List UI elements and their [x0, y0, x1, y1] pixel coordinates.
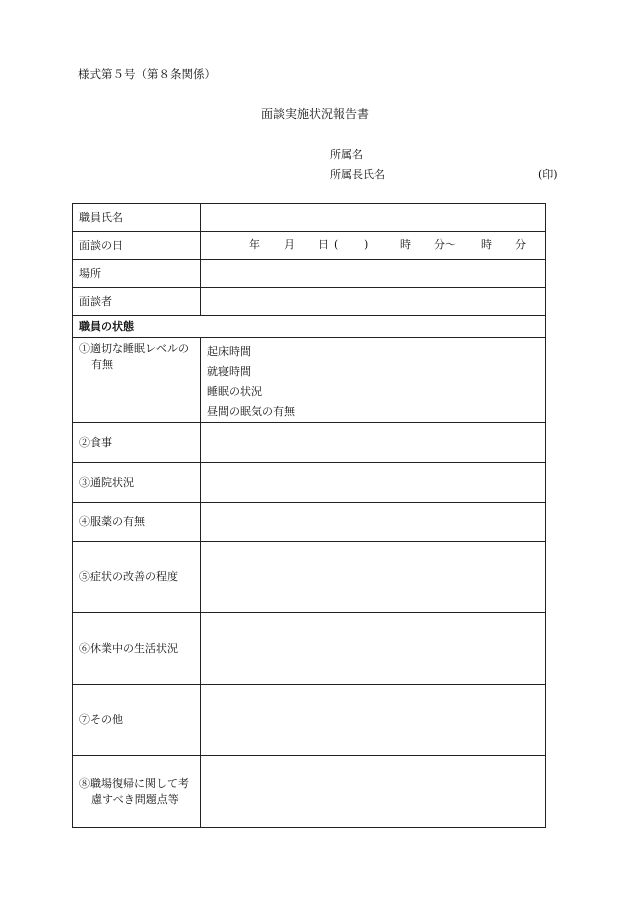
- symptom-improvement-field[interactable]: [201, 542, 546, 613]
- date-day: 日: [318, 238, 329, 251]
- employee-name-field[interactable]: [201, 204, 546, 232]
- affiliation-label: 所属名: [330, 148, 363, 161]
- form-number: 様式第５号（第８条関係）: [78, 67, 216, 81]
- interview-date-field[interactable]: [201, 232, 546, 260]
- medication-field[interactable]: [201, 503, 546, 542]
- time-start-hour: 時: [400, 238, 411, 251]
- sleep-condition-item: 睡眠の状況: [207, 385, 262, 398]
- sleep-level-label-line2: 有無: [91, 358, 113, 371]
- sleep-level-field[interactable]: [201, 338, 546, 423]
- date-month: 月: [284, 238, 295, 251]
- meals-field[interactable]: [201, 423, 546, 463]
- hospital-visits-field[interactable]: [201, 463, 546, 503]
- document-title: 面談実施状況報告書: [260, 107, 369, 121]
- interview-date-label: 面談の日: [73, 232, 201, 260]
- table-row: [73, 503, 546, 542]
- medication-label: ④服薬の有無: [73, 503, 201, 542]
- interviewer-label: 面談者: [73, 288, 201, 316]
- report-table: [72, 203, 546, 828]
- daytime-sleepiness-item: 昼間の眠気の有無: [207, 405, 295, 418]
- place-label: 場所: [73, 260, 201, 288]
- affiliation-head-label: 所属長氏名: [330, 168, 385, 181]
- table-row: [73, 232, 546, 260]
- date-year: 年: [249, 238, 260, 251]
- return-issues-label-line1: ⑧職場復帰に関して考: [79, 776, 189, 790]
- wake-time-item: 起床時間: [207, 345, 251, 358]
- table-row: [73, 463, 546, 503]
- table-row: [73, 613, 546, 685]
- status-section-header: 職員の状態: [73, 316, 546, 338]
- time-start-minute: 分〜: [434, 238, 456, 251]
- leave-life-status-label: ⑥休業中の生活状況: [73, 613, 201, 685]
- other-label: ⑦その他: [73, 685, 201, 756]
- table-row: [73, 316, 546, 338]
- time-end-hour: 時: [481, 238, 492, 251]
- return-issues-label: [73, 756, 201, 828]
- meals-label: ②食事: [73, 423, 201, 463]
- symptom-improvement-label: ⑤症状の改善の程度: [73, 542, 201, 613]
- seal-mark: (印): [538, 168, 558, 181]
- date-close-paren: ): [364, 238, 369, 251]
- employee-name-label: 職員氏名: [73, 204, 201, 232]
- table-row: [73, 756, 546, 828]
- leave-life-status-field[interactable]: [201, 613, 546, 685]
- table-row: [73, 204, 546, 232]
- interviewer-field[interactable]: [201, 288, 546, 316]
- time-end-minute: 分: [515, 238, 526, 251]
- sleep-level-label: [73, 338, 201, 423]
- bed-time-item: 就寝時間: [207, 365, 251, 378]
- return-issues-label-line2: 慮すべき問題点等: [91, 792, 179, 806]
- table-row: [73, 423, 546, 463]
- date-open-paren: (: [334, 238, 339, 251]
- table-row: [73, 542, 546, 613]
- sleep-level-label-line1: ①適切な睡眠レベルの: [79, 342, 189, 355]
- place-field[interactable]: [201, 260, 546, 288]
- other-field[interactable]: [201, 685, 546, 756]
- table-row: [73, 288, 546, 316]
- table-row: [73, 338, 546, 423]
- table-row: [73, 260, 546, 288]
- return-issues-field[interactable]: [201, 756, 546, 828]
- hospital-visits-label: ③通院状況: [73, 463, 201, 503]
- table-row: [73, 685, 546, 756]
